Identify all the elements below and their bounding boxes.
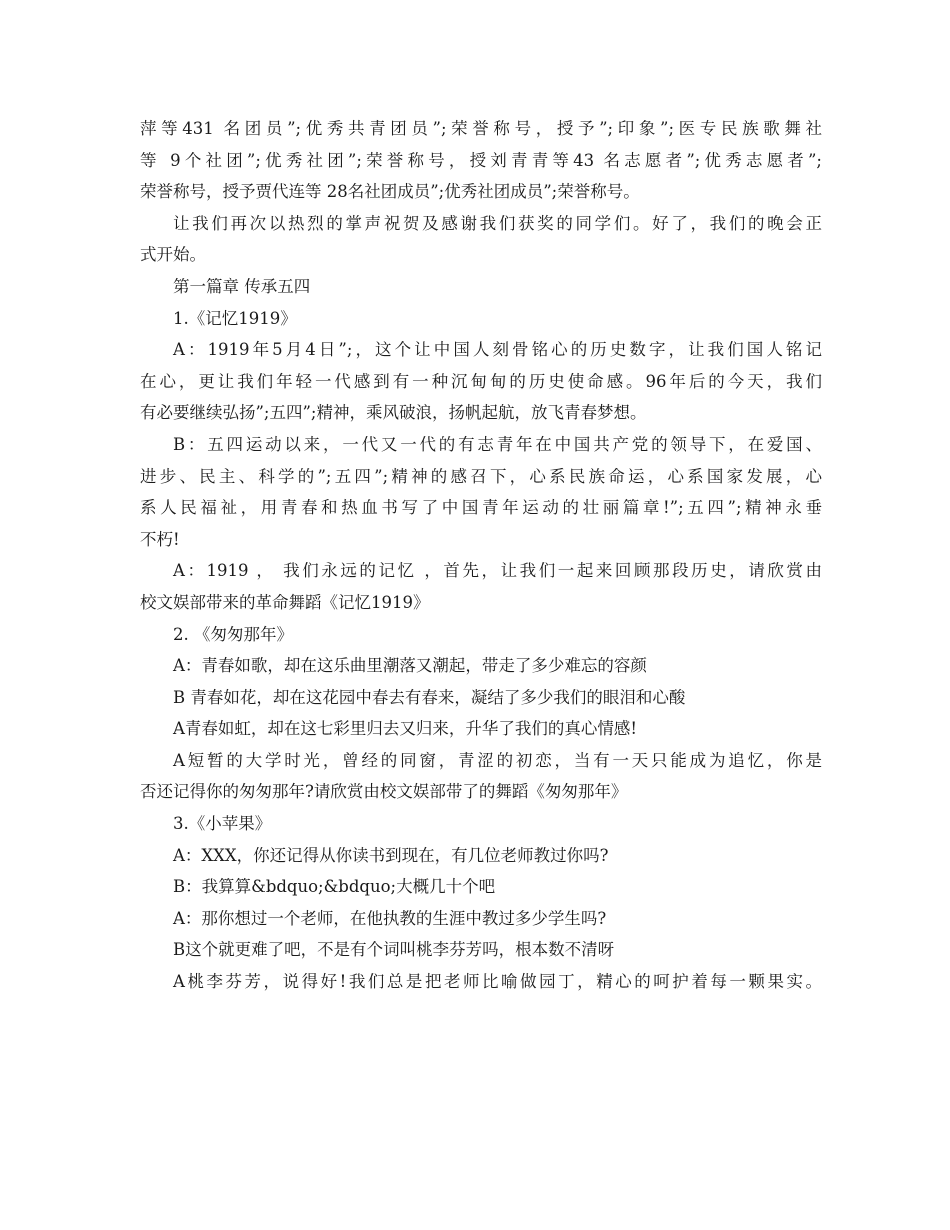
program-title: 3.《小苹果》 — [173, 814, 272, 834]
document-page — [140, 113, 822, 998]
text-line: 进步、民主、科学的”;五四”;精神的感召下，心系民族命运，心系国家发展，心 — [140, 466, 822, 486]
text-line: A：1919年5月4日”;，这个让中国人刻骨铭心的历史数字，让我们国人铭记 — [173, 340, 822, 360]
text-line: A：1919 ， 我们永远的记忆 ，首先，让我们一起来回顾那段历史，请欣赏由 — [173, 561, 822, 581]
text-line: B这个就更难了吧，不是有个词叫桃李芬芳吗，根本数不清呀 — [173, 940, 615, 960]
text-line: 否还记得你的匆匆那年?请欣赏由校文娱部带了的舞蹈《匆匆那年》 — [140, 782, 628, 802]
text-line: 有必要继续弘扬”;五四”;精神，乘风破浪，扬帆起航，放飞青春梦想。 — [140, 403, 647, 423]
text-line: 在心，更让我们年轻一代感到有一种沉甸甸的历史使命感。96年后的今天，我们 — [140, 371, 822, 391]
text-line: A：那你想过一个老师，在他执教的生涯中教过多少学生吗? — [173, 908, 607, 928]
text-line: A：XXX，你还记得从你读书到现在，有几位老师教过你吗? — [173, 845, 609, 865]
text-line: B：五四运动以来，一代又一代的有志青年在中国共产党的领导下，在爱国、 — [173, 434, 822, 454]
text-line: 式开始。 — [140, 245, 206, 265]
program-title: 2. 《匆匆那年》 — [173, 624, 293, 644]
text-line: 荣誉称号，授予贾代连等 28名社团成员”;优秀社团成员”;荣誉称号。 — [140, 182, 640, 202]
text-line: B：我算算&bdquo;&bdquo;大概几十个吧 — [173, 877, 496, 897]
section-heading: 第一篇章 传承五四 — [173, 276, 311, 296]
text-line: A青春如虹，却在这七彩里归去又归来，升华了我们的真心情感! — [173, 719, 638, 739]
text-line: 系人民福祉，用青春和热血书写了中国青年运动的壮丽篇章!”;五四”;精神永垂 — [140, 498, 822, 518]
text-line: A桃李芬芳，说得好!我们总是把老师比喻做园丁，精心的呵护着每一颗果实。 — [173, 972, 822, 992]
text-line: 不朽! — [140, 529, 180, 549]
text-line: B 青春如花，却在这花园中春去有春来，凝结了多少我们的眼泪和心酸 — [173, 687, 686, 707]
text-line: 萍等431 名团员”;优秀共青团员”;荣誉称号，授予”;印象”;医专民族歌舞社 — [140, 119, 822, 138]
text-line: A：青春如歌，却在这乐曲里潮落又潮起，带走了多少难忘的容颜 — [173, 656, 647, 676]
text-line: A短暂的大学时光，曾经的同窗，青涩的初恋，当有一天只能成为追忆，你是 — [173, 750, 822, 770]
text-line: 等 9个社团”;优秀社团”;荣誉称号，授刘青青等43 名志愿者”;优秀志愿者”; — [140, 150, 822, 170]
program-title: 1.《记忆1919》 — [173, 308, 297, 328]
text-line: 校文娱部带来的革命舞蹈《记忆1919》 — [140, 592, 430, 612]
text-line: 让我们再次以热烈的掌声祝贺及感谢我们获奖的同学们。好了，我们的晚会正 — [173, 213, 822, 233]
